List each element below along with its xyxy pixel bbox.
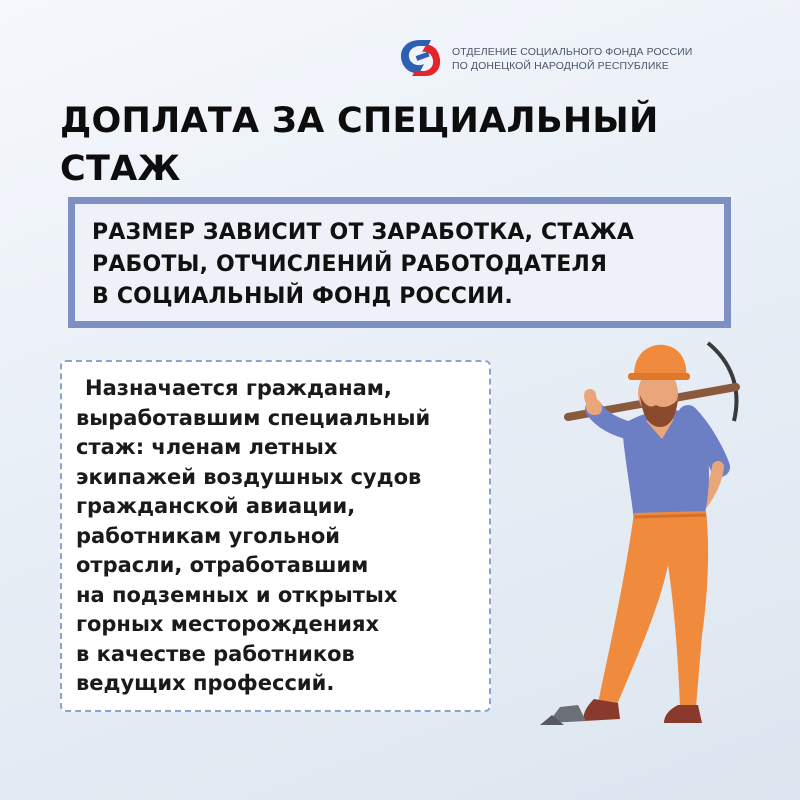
page-title-line1: ДОПЛАТА ЗА СПЕЦИАЛЬНЫЙ xyxy=(60,101,659,141)
sfr-logo-icon xyxy=(396,36,444,80)
description-line: ведущих профессий. xyxy=(76,671,335,695)
description-line: в качестве работников xyxy=(76,641,355,666)
page-title xyxy=(60,97,760,193)
description-line: гражданской авиации, xyxy=(76,494,356,518)
description-line: горных месторождениях xyxy=(76,612,380,636)
org-name-line2: ПО ДОНЕЦКОЙ НАРОДНОЙ РЕСПУБЛИКЕ xyxy=(452,60,669,72)
description-box xyxy=(60,360,491,712)
page-title-line2: СТАЖ xyxy=(60,149,181,189)
description-line: работникам угольной xyxy=(76,523,340,548)
description-line: экипажей воздушных судов xyxy=(76,464,422,489)
miner-with-pickaxe-icon xyxy=(538,335,778,735)
description-line: выработавшим специальный xyxy=(76,405,431,430)
org-name-line1: ОТДЕЛЕНИЕ СОЦИАЛЬНОГО ФОНДА РОССИИ xyxy=(452,46,693,58)
subtitle-box xyxy=(68,197,731,328)
description-line: стаж: членам летных xyxy=(76,435,338,459)
org-name xyxy=(452,45,772,73)
subtitle-line3: В СОЦИАЛЬНЫЙ ФОНД РОССИИ. xyxy=(92,284,513,309)
subtitle-line1: РАЗМЕР ЗАВИСИТ ОТ ЗАРАБОТКА, СТАЖА xyxy=(92,220,635,245)
subtitle-line2: РАБОТЫ, ОТЧИСЛЕНИЙ РАБОТОДАТЕЛЯ xyxy=(92,252,608,277)
description-line: отрасли, отработавшим xyxy=(76,553,369,577)
description-line: на подземных и открытых xyxy=(76,582,398,607)
description-line: Назначается гражданам, xyxy=(85,376,392,400)
